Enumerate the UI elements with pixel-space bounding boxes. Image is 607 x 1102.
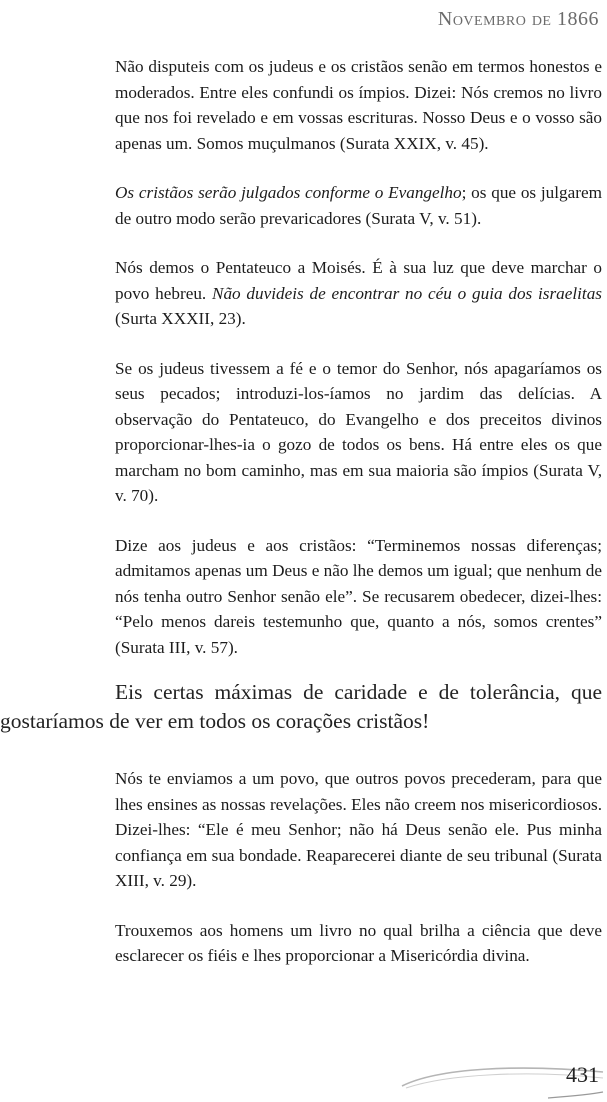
paragraph-7: Trouxemos aos homens um livro no qual brilha a ciência que deve esclarecer os fiéis e lhes proporcionar a Misericórdia divina. bbox=[115, 920, 602, 965]
paragraph-5: Dize aos judeus e aos cristãos: “Terminemos nossas diferenças; admitamos apenas um Deus e não lhe demos um igual; que nenhum de nós tenha outro Senhor senão ele”. Se recusarem obedecer, dizei-lhes: “Pelo menos dareis testemunho que, quanto a nós, somos crentes” (Surata III, v. 57). bbox=[115, 535, 602, 657]
page-body bbox=[0, 54, 602, 993]
paragraph-2: Os cristãos serão julgados conforme o Evangelho; os que os julgarem de outro modo serão prevaricadores (Surata V, v. 51). bbox=[115, 183, 602, 228]
section-heading: Eis certas máximas de caridade e de tolerância, que gostaríamos de ver em todos os corações cristãos! bbox=[0, 680, 602, 733]
paragraph-3: Nós demos o Pentateuco a Moisés. É à sua luz que deve marchar o povo hebreu. Não duvideis de encontrar no céu o guia dos israelitas (Surta XXXII, 23). bbox=[115, 258, 602, 328]
page-number: 431 bbox=[566, 1062, 599, 1087]
paragraph-6: Nós te enviamos a um povo, que outros povos precederam, para que lhes ensines as nossas revelações. Eles não creem nos misericordiosos. Dizei-lhes: “Ele é meu Senhor; não há Deus senão ele. Pus minha confiança em sua bondade. Reaparecerei diante de seu tribunal (Surata XIII, v. 29). bbox=[115, 769, 602, 890]
paragraph-4: Se os judeus tivessem a fé e o temor do Senhor, nós apagaríamos os seus pecados; introduzi-los-íamos no jardim das delícias. A observação do Pentateuco, do Evangelho e dos preceitos divinos proporcionar-lhes-ia o gozo de todos os bens. Há entre eles os que marcham no bom caminho, mas em sua maioria são ímpios (Surata V, v. 70). bbox=[115, 358, 602, 505]
italic-quote: Os cristãos serão julgados conforme o Evangelho bbox=[115, 183, 462, 202]
paragraph-1: Não disputeis com os judeus e os cristãos senão em termos honestos e moderados. Entre eles confundi os ímpios. Dizei: Nós cremos no livro que nos foi revelado e em vossas escrituras. Nosso Deus e o vosso são apenas um. Somos muçulmanos (Surata XXIX, v. 45). bbox=[115, 57, 602, 153]
running-header: Novembro de 1866 bbox=[437, 8, 599, 30]
italic-quote: Não duvideis de encontrar no céu o guia dos israelitas bbox=[212, 283, 602, 303]
